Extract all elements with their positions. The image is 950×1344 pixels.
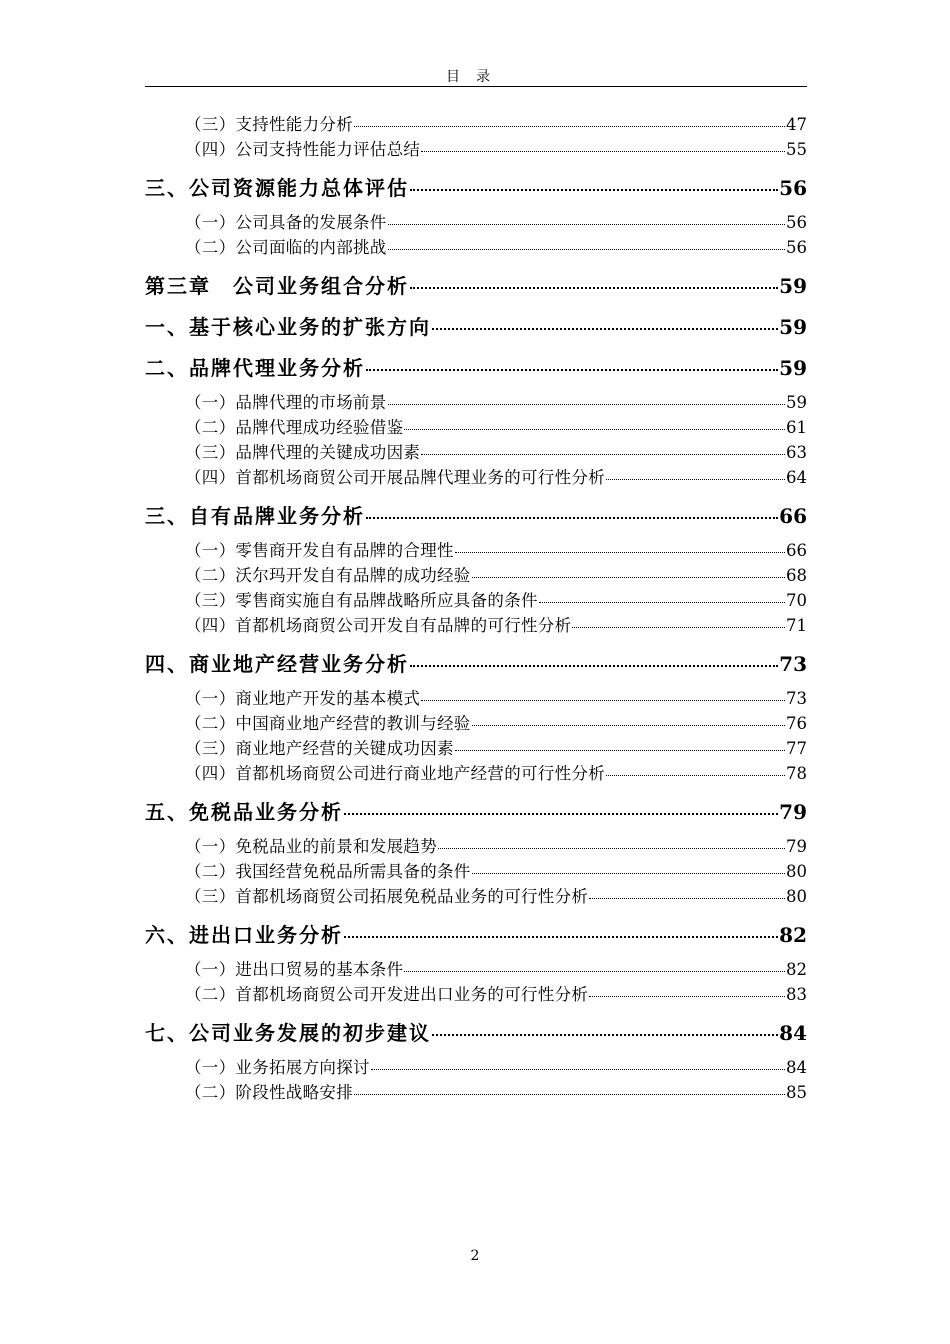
dot-leader: [354, 126, 785, 127]
toc-subsection-entry[interactable]: [145, 859, 807, 884]
dot-leader: [366, 517, 778, 519]
toc-entry-page: 77: [786, 739, 807, 758]
toc-entry-title: （二）沃尔玛开发自有品牌的成功经验: [185, 566, 471, 585]
toc-entry-title: （四）首都机场商贸公司进行商业地产经营的可行性分析: [185, 764, 605, 783]
toc-subsection-entry[interactable]: [145, 736, 807, 761]
toc-entry-page: 78: [786, 764, 807, 783]
toc-entry-page: 66: [786, 541, 807, 560]
toc-section-entry[interactable]: [145, 312, 807, 342]
toc-entry-page: 76: [786, 714, 807, 733]
toc-entry-page: 71: [786, 616, 807, 635]
toc-subsection-entry[interactable]: [145, 440, 807, 465]
toc-subsection-entry[interactable]: [145, 465, 807, 490]
toc-entry-page: 59: [779, 356, 807, 380]
dot-leader: [606, 479, 785, 480]
dot-leader: [410, 665, 778, 667]
dot-leader: [421, 454, 785, 455]
toc-entry-title: （一）进出口贸易的基本条件: [185, 960, 404, 979]
toc-subsection-entry[interactable]: [145, 1055, 807, 1080]
toc-entry-title: 四、商业地产经营业务分析: [145, 652, 409, 676]
toc-entry-page: 64: [786, 468, 807, 487]
toc-entry-page: 59: [786, 393, 807, 412]
toc-entry-title: （二）阶段性战略安排: [185, 1083, 353, 1102]
toc-subsection-entry[interactable]: [145, 613, 807, 638]
toc-subsection-entry[interactable]: [145, 957, 807, 982]
dot-leader: [438, 848, 785, 849]
dot-leader: [371, 1069, 785, 1070]
toc-subsection-entry[interactable]: [145, 711, 807, 736]
toc-entry-title: （三）商业地产经营的关键成功因素: [185, 739, 454, 758]
dot-leader: [354, 1094, 785, 1095]
dot-leader: [344, 813, 778, 815]
toc-entry-title: （二）品牌代理成功经验借鉴: [185, 418, 404, 437]
dot-leader: [589, 996, 785, 997]
toc-entry-title: （四）首都机场商贸公司开发自有品牌的可行性分析: [185, 616, 572, 635]
toc-entry-page: 80: [786, 862, 807, 881]
toc-entry-title: （一）商业地产开发的基本模式: [185, 689, 421, 708]
dot-leader: [455, 552, 785, 553]
dot-leader: [472, 577, 785, 578]
dot-leader: [472, 873, 785, 874]
toc-subsection-entry[interactable]: [145, 415, 807, 440]
dot-leader: [404, 429, 785, 430]
toc-subsection-entry[interactable]: [145, 235, 807, 260]
toc-section-entry[interactable]: [145, 173, 807, 203]
toc-entry-title: （三）支持性能力分析: [185, 115, 353, 134]
toc-section-entry[interactable]: [145, 501, 807, 531]
toc-entry-page: 84: [786, 1058, 807, 1077]
toc-entry-title: 五、免税品业务分析: [145, 800, 343, 824]
toc-entry-title: （一）免税品业的前景和发展趋势: [185, 837, 437, 856]
toc-entry-page: 82: [786, 960, 807, 979]
toc-entry-title: 第三章 公司业务组合分析: [145, 274, 409, 298]
toc-subsection-entry[interactable]: [145, 884, 807, 909]
toc-entry-title: （四）公司支持性能力评估总结: [185, 140, 421, 159]
toc-entry-page: 59: [779, 315, 807, 339]
toc-entry-page: 47: [786, 115, 807, 134]
toc-subsection-entry[interactable]: [145, 210, 807, 235]
toc-subsection-entry[interactable]: [145, 686, 807, 711]
toc-entry-page: 80: [786, 887, 807, 906]
dot-leader: [606, 775, 785, 776]
dot-leader: [388, 224, 785, 225]
page-number: 2: [470, 1248, 480, 1264]
toc-entry-title: （一）公司具备的发展条件: [185, 213, 387, 232]
toc-entry-page: 83: [786, 985, 807, 1004]
toc-subsection-entry[interactable]: [145, 1080, 807, 1105]
toc-entry-page: 66: [779, 504, 807, 528]
dot-leader: [539, 602, 785, 603]
toc-entry-page: 70: [786, 591, 807, 610]
dot-leader: [432, 1034, 778, 1036]
toc-entry-page: 73: [779, 652, 807, 676]
dot-leader: [388, 404, 785, 405]
toc-entry-page: 61: [786, 418, 807, 437]
toc-entry-page: 59: [779, 274, 807, 298]
toc-entry-page: 56: [786, 213, 807, 232]
toc-entry-title: 七、公司业务发展的初步建议: [145, 1021, 431, 1045]
dot-leader: [410, 189, 778, 191]
dot-leader: [388, 249, 785, 250]
toc-subsection-entry[interactable]: [145, 137, 807, 162]
toc-subsection-entry[interactable]: [145, 390, 807, 415]
toc-entry-page: 82: [779, 923, 807, 947]
toc-subsection-entry[interactable]: [145, 982, 807, 1007]
dot-leader: [410, 287, 778, 289]
toc-entry-page: 63: [786, 443, 807, 462]
toc-subsection-entry[interactable]: [145, 834, 807, 859]
toc-entry-title: （一）业务拓展方向探讨: [185, 1058, 370, 1077]
toc-subsection-entry[interactable]: [145, 563, 807, 588]
toc-entry-title: （三）首都机场商贸公司拓展免税品业务的可行性分析: [185, 887, 589, 906]
toc-entry-title: （二）首都机场商贸公司开发进出口业务的可行性分析: [185, 985, 589, 1004]
toc-section-entry[interactable]: [145, 1018, 807, 1048]
toc-entry-page: 79: [779, 800, 807, 824]
toc-entry-title: （一）品牌代理的市场前景: [185, 393, 387, 412]
dot-leader: [589, 898, 785, 899]
table-of-contents: [145, 112, 807, 1105]
toc-entry-title: 二、品牌代理业务分析: [145, 356, 365, 380]
toc-entry-title: 一、基于核心业务的扩张方向: [145, 315, 431, 339]
toc-section-entry[interactable]: [145, 797, 807, 827]
toc-entry-page: 56: [786, 238, 807, 257]
toc-subsection-entry[interactable]: [145, 588, 807, 613]
toc-section-entry[interactable]: [145, 353, 807, 383]
toc-entry-page: 85: [786, 1083, 807, 1102]
toc-entry-title: 六、进出口业务分析: [145, 923, 343, 947]
dot-leader: [572, 627, 785, 628]
toc-entry-title: （四）首都机场商贸公司开展品牌代理业务的可行性分析: [185, 468, 605, 487]
dot-leader: [472, 725, 785, 726]
dot-leader: [344, 936, 778, 938]
toc-entry-title: （三）零售商实施自有品牌战略所应具备的条件: [185, 591, 538, 610]
dot-leader: [455, 750, 785, 751]
toc-section-entry[interactable]: [145, 271, 807, 301]
toc-entry-page: 73: [786, 689, 807, 708]
dot-leader: [366, 369, 778, 371]
toc-entry-page: 79: [786, 837, 807, 856]
dot-leader: [432, 328, 778, 330]
toc-entry-page: 84: [779, 1021, 807, 1045]
toc-entry-title: （一）零售商开发自有品牌的合理性: [185, 541, 454, 560]
page-header: 目录: [446, 69, 506, 85]
dot-leader: [421, 700, 785, 701]
toc-entry-title: （三）品牌代理的关键成功因素: [185, 443, 421, 462]
dot-leader: [404, 971, 785, 972]
toc-entry-title: （二）公司面临的内部挑战: [185, 238, 387, 257]
toc-entry-title: 三、公司资源能力总体评估: [145, 176, 409, 200]
toc-subsection-entry[interactable]: [145, 761, 807, 786]
toc-section-entry[interactable]: [145, 649, 807, 679]
toc-entry-page: 55: [786, 140, 807, 159]
toc-entry-title: 三、自有品牌业务分析: [145, 504, 365, 528]
toc-subsection-entry[interactable]: [145, 112, 807, 137]
toc-section-entry[interactable]: [145, 920, 807, 950]
toc-entry-page: 56: [779, 176, 807, 200]
toc-entry-title: （二）我国经营免税品所需具备的条件: [185, 862, 471, 881]
header-rule: [145, 86, 807, 87]
toc-subsection-entry[interactable]: [145, 538, 807, 563]
toc-entry-title: （二）中国商业地产经营的教训与经验: [185, 714, 471, 733]
dot-leader: [421, 151, 785, 152]
toc-entry-page: 68: [786, 566, 807, 585]
